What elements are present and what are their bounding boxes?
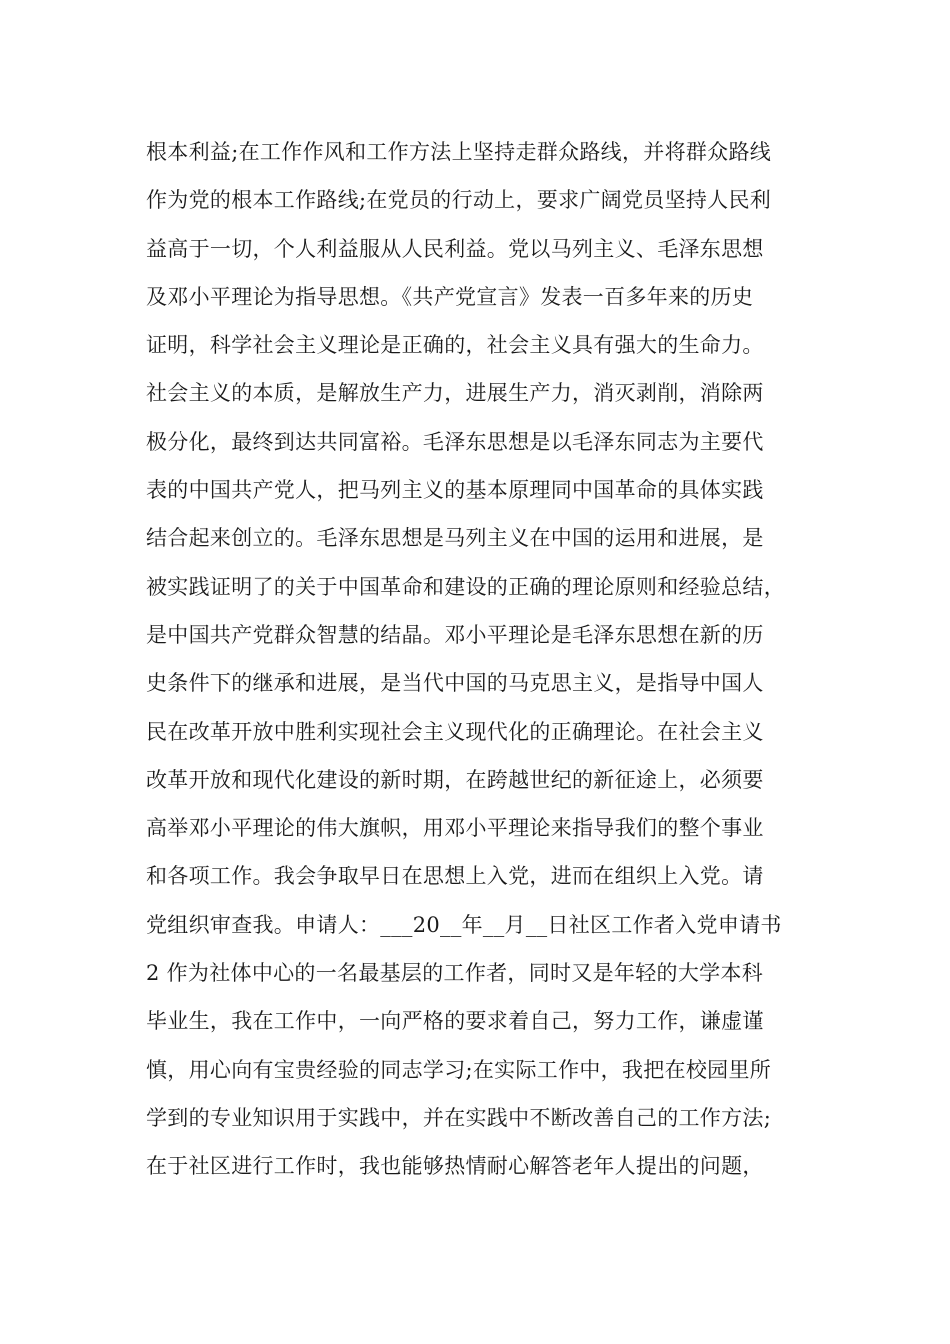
text-line: 学到的专业知识用于实践中，并在实践中不断改善自己的工作方法; (146, 1105, 772, 1130)
text-line: 在于社区进行工作时，我也能够热情耐心解答老年人提出的问题， (146, 1154, 764, 1179)
text-line: 作为党的根本工作路线;在党员的行动上，要求广阔党员坚持人民利 (146, 188, 772, 213)
text-line: 根本利益;在工作作风和工作方法上坚持走群众路线，并将群众路线 (146, 140, 772, 164)
text-line: 证明，科学社会主义理论是正确的，社会主义具有强大的生命力。 (146, 333, 764, 358)
text-line: 和各项工作。我会争取早日在思想上入党，进而在组织上入党。请 (146, 864, 764, 889)
text-line: 慎，用心向有宝贵经验的同志学习;在实际工作中，我把在校园里所 (146, 1057, 772, 1082)
text-line: 民在改革开放中胜利实现社会主义现代化的正确理论。在社会主义 (146, 719, 764, 744)
text-line: 结合起来创立的。毛泽东思想是马列主义在中国的运用和进展，是 (146, 526, 764, 551)
text-line: 是中国共产党群众智慧的结晶。邓小平理论是毛泽东思想在新的历 (146, 622, 764, 647)
text-line: 极分化，最终到达共同富裕。毛泽东思想是以毛泽东同志为主要代 (146, 429, 764, 454)
text-line: 党组织审查我。申请人：___20__年__月__日社区工作者入党申请书 (146, 912, 782, 937)
text-line: 高举邓小平理论的伟大旗帜，用邓小平理论来指导我们的整个事业 (146, 816, 764, 841)
text-line: 被实践证明了的关于中国革命和建设的正确的理论原则和经验总结， (146, 574, 785, 599)
text-line: 史条件下的继承和进展，是当代中国的马克思主义，是指导中国人 (146, 671, 764, 696)
text-line: 益高于一切，个人利益服从人民利益。党以马列主义、毛泽东思想 (146, 236, 764, 261)
text-line: 及邓小平理论为指导思想。《共产党宣言》发表一百多年来的历史 (146, 284, 754, 309)
text-line: 社会主义的本质，是解放生产力，进展生产力，消灭剥削，消除两 (146, 381, 764, 406)
text-line: 改革开放和现代化建设的新时期，在跨越世纪的新征途上，必须要 (146, 767, 764, 792)
body-text (146, 128, 826, 1191)
text-line: 毕业生，我在工作中，一向严格的要求着自己，努力工作，谦虚谨 (146, 1009, 764, 1034)
text-line: 表的中国共产党人，把马列主义的基本原理同中国革命的具体实践 (146, 478, 764, 503)
text-line: 2 作为社体中心的一名最基层的工作者，同时又是年轻的大学本科 (146, 961, 764, 986)
